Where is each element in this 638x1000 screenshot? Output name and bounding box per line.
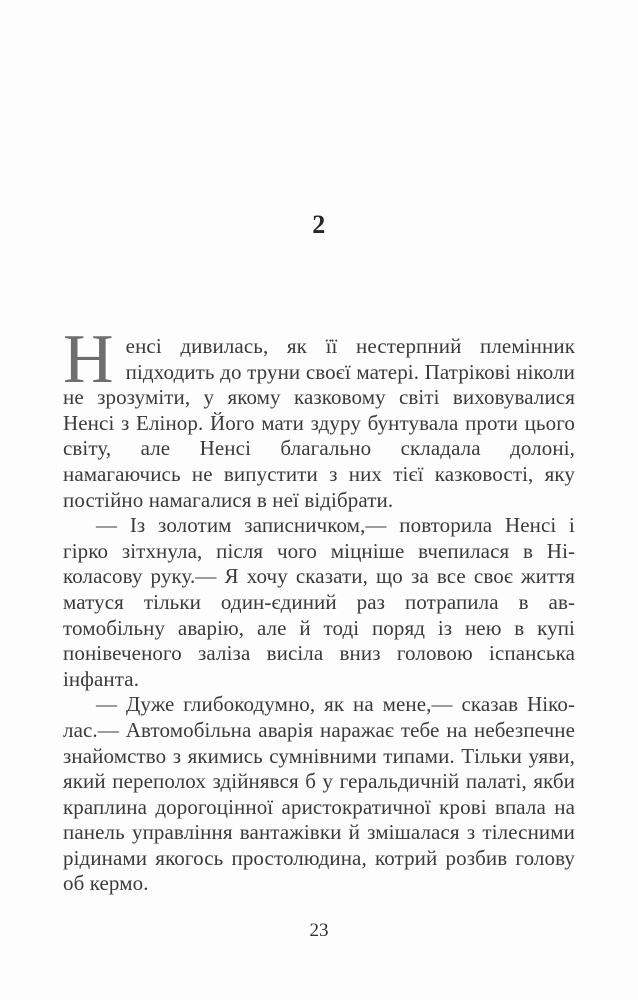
paragraph-1-text: енсі дивилась, як її нестерпний племінник підходить до труни своєї матері. Патрікові ніколи не зрозуміти, у якому казковому світі виховувалися Ненсі з Елінор. Його мати здуру бунтувала проти цього світу, але Ненсі благально складала долоні, намагаючись не випустити з них тієї казковості, яку постійно намагалися в неї відібрати.	[63, 334, 575, 512]
page-number: 23	[309, 920, 329, 941]
paragraph-3: — Дуже глибокодумно, як на мене,— сказав Ніколас.— Автомобільна аварія наражає тебе на небезпечне знайомство з якимись сумнівними типами. Тільки уяви, який переполох здійнявся б у геральдичній палаті, якби краплина дорогоцінної аристократичної крові впала на панель управління вантажівки й змішалася з тілесними рідинами якогось простолюдина, котрий розбив голову об кермо.	[63, 692, 575, 896]
body-text	[63, 321, 575, 897]
chapter-number: 2	[312, 210, 326, 239]
paragraph-1	[63, 321, 575, 513]
paragraph-2: — Із золотим записничком,— повторила Ненсі і гірко зітхнула, після чого міцніше вчепилася в Ніколасову руку.— Я хочу сказати, що за все своє життя матуся тільки один-єдиний раз потрапила в автомобільну аварію, але й тоді поряд із нею в купі понівеченого заліза висіла вниз головою іспанська інфанта.	[63, 513, 575, 691]
drop-cap-letter: Н	[63, 321, 114, 398]
